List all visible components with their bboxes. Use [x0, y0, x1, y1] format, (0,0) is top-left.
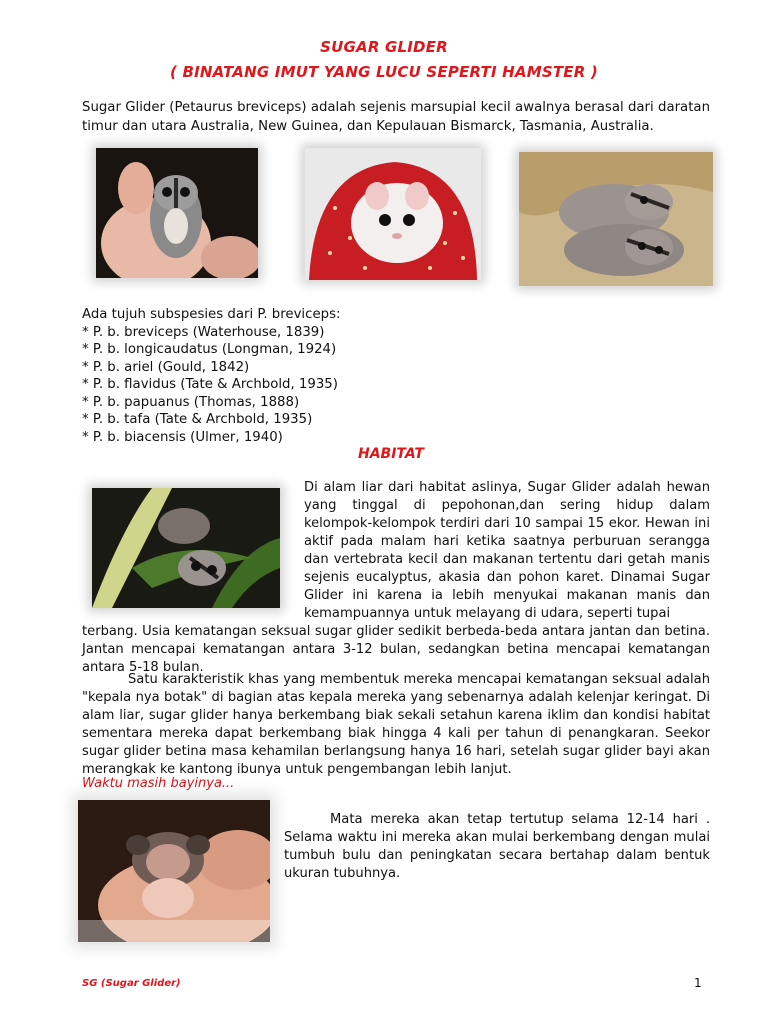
list-item: * P. b. breviceps (Waterhouse, 1839)	[82, 324, 325, 340]
habitat-paragraph-1-continued: terbang. Usia kematangan seksual sugar glider sedikit berbeda-beda antara jantan dan betina. Jantan mencapai kematangan antara 3-12 bulan, sedangkan betina mencapai kematangan antara 5-18 bulan.	[82, 624, 710, 675]
list-item: * P. b. biacensis (Ulmer, 1940)	[82, 429, 283, 445]
subspecies-heading: Ada tujuh subspesies dari P. breviceps:	[82, 307, 341, 322]
list-item: * P. b. ariel (Gould, 1842)	[82, 359, 250, 375]
page-title: SUGAR GLIDER	[320, 38, 448, 56]
page-number: 1	[694, 976, 702, 990]
subspecies-list	[82, 306, 382, 446]
footer-label: SG (Sugar Glider)	[82, 978, 181, 989]
list-item: * P. b. flavidus (Tate & Archbold, 1935)	[82, 377, 338, 392]
list-item: * P. b. papuanus (Thomas, 1888)	[82, 394, 300, 410]
habitat-paragraph-1: Di alam liar dari habitat aslinya, Sugar Glider adalah hewan yang tinggal di pepohonan,dan sering hidup dalam kelompok-kelompok terdiri dari 10 sampai 15 ekor. Hewan ini aktif pada malam hari ketika saatnya perburuan serangga dan vertebrata kecil dan makanan tertentu dari getah manis sejenis eucalyptus, akasia dan pohon karet. Dinamai Sugar Glider ini karena ia lebih menyukai makanan manis dan kemampuannya untuk melayang di udara, seperti tupai	[304, 480, 710, 621]
photo-glider-on-hand	[96, 148, 258, 278]
photo-two-gliders	[519, 152, 713, 286]
baby-paragraph: Mata mereka akan tetap tertutup selama 12-14 hari . Selama waktu ini mereka akan mulai berkembang dengan mulai tumbuh bulu dan peningkatan secara bertahap dalam bentuk ukuran tubuhnya.	[284, 812, 710, 881]
list-item: * P. b. longicaudatus (Longman, 1924)	[82, 342, 337, 357]
page-subtitle: ( BINATANG IMUT YANG LUCU SEPERTI HAMSTER )	[170, 63, 598, 81]
photo-glider-on-plant	[92, 488, 280, 608]
baby-caption: Waktu masih bayinya...	[82, 776, 235, 791]
intro-paragraph: Sugar Glider (Petaurus breviceps) adalah sejenis marsupial kecil awalnya berasal dari daratan timur dan utara Australia, New Guinea, dan Kepulauan Bismarck, Tasmania, Australia.	[82, 100, 710, 134]
list-item: * P. b. tafa (Tate & Archbold, 1935)	[82, 412, 313, 427]
photo-glider-strawberry-pouch	[305, 148, 481, 280]
habitat-paragraph-2: Satu karakteristik khas yang membentuk mereka mencapai kematangan seksual adalah "kepala nya botak" di bagian atas kepala mereka yang sebenarnya adalah kelenjar keringat. Di alam liar, sugar glider hanya berkembang biak sekali setahun karena iklim dan kondisi habitat sementara mereka dapat berkembang biak hingga 4 kali per tahun di penangkaran. Seekor sugar glider betina masa kehamilan berlangsung hanya 16 hari, setelah sugar glider bayi akan merangkak ke kantong ibunya untuk pengembangan lebih lanjut.	[82, 672, 710, 777]
habitat-heading: HABITAT	[358, 446, 424, 462]
photo-baby-glider	[78, 800, 270, 942]
